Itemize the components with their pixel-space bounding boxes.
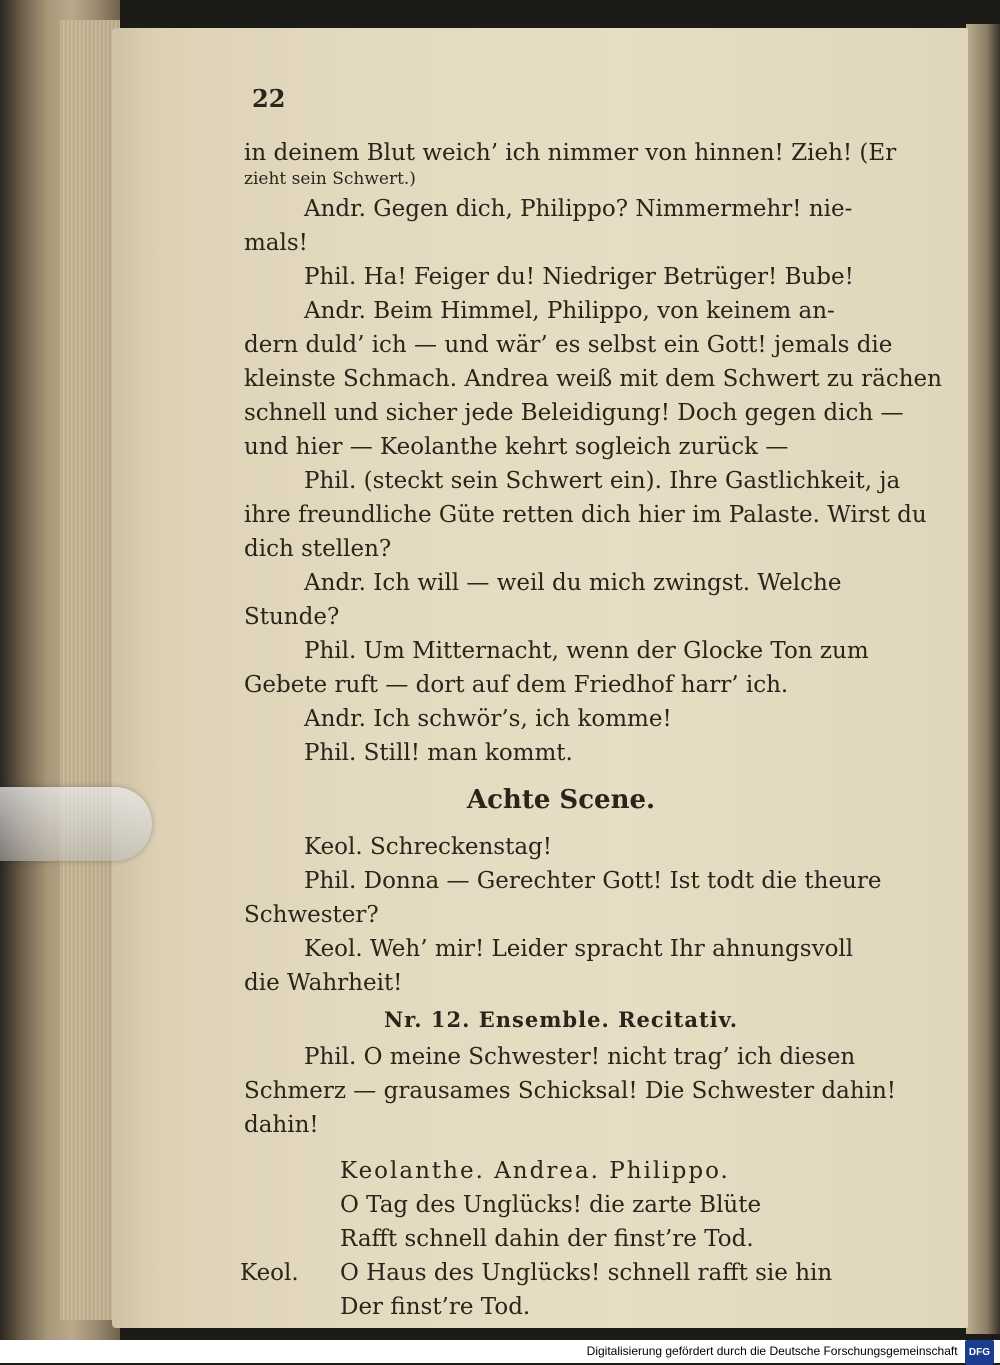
page-text <box>240 136 942 1324</box>
scene-heading: Achte Scene. <box>466 785 656 815</box>
text-line: und hier — Keolanthe kehrt sogleich zurück — <box>244 434 789 460</box>
text-line: in deinem Blut weich’ ich nimmer von hinnen! Zieh! (Er <box>244 140 897 166</box>
song-line: O Tag des Unglücks! die zarte Blüte <box>340 1192 762 1218</box>
text-line: Phil. Um Mitternacht, wenn der Glocke Ton zum <box>304 638 869 664</box>
text-line: Phil. O meine Schwester! nicht trag’ ich diesen <box>304 1044 856 1070</box>
footer-bar <box>0 1340 1000 1363</box>
dfg-logo: DFG <box>965 1340 994 1365</box>
text-line: Phil. Still! man kommt. <box>304 740 573 766</box>
text-line: Keol. Schreckenstag! <box>304 834 553 860</box>
page-number: 22 <box>252 84 286 113</box>
text-line: die Wahrheit! <box>244 970 403 996</box>
song-line <box>240 1256 878 1290</box>
text-line: dahin! <box>244 1112 319 1138</box>
text-line: Phil. Ha! Feiger du! Niedriger Betrüger! Bube! <box>304 264 854 290</box>
song-text: O Haus des Unglücks! schnell rafft sie hin <box>340 1260 833 1286</box>
text-line: schnell und sicher jede Beleidigung! Doch gegen dich — <box>244 400 904 426</box>
text-line: ihre freundliche Güte retten dich hier im Palaste. Wirst du <box>244 502 927 528</box>
text-line: Phil. Donna — Gerechter Gott! Ist todt die theure <box>304 868 882 894</box>
text-line: zieht sein Schwert.) <box>244 169 416 189</box>
text-line: dern duld’ ich — und wär’ es selbst ein Gott! jemals die <box>244 332 893 358</box>
text-line: Keol. Weh’ mir! Leider spracht Ihr ahnungsvoll <box>304 936 854 962</box>
text-line: Stunde? <box>244 604 340 630</box>
footer-text: Digitalisierung gefördert durch die Deutsche Forschungsgemeinschaft <box>586 1344 958 1358</box>
text-line: Andr. Ich will — weil du mich zwingst. Welche <box>304 570 842 596</box>
keol-label: Keol. <box>240 1260 299 1286</box>
song-line: Rafft schnell dahin der finst’re Tod. <box>340 1226 754 1252</box>
text-line: kleinste Schmach. Andrea weiß mit dem Schwert zu rächen <box>244 366 942 392</box>
text-line: mals! <box>244 230 308 256</box>
text-line: Andr. Gegen dich, Philippo? Nimmermehr! nie- <box>304 196 853 222</box>
dialogue-block-2 <box>244 830 882 1000</box>
page-stack <box>60 20 120 1320</box>
text-line: Schwester? <box>244 902 379 928</box>
dialogue-block-1 <box>244 136 942 770</box>
text-line: Phil. (steckt sein Schwert ein). Ihre Gastlichkeit, ja <box>304 468 901 494</box>
dialogue-block-3 <box>244 1040 897 1142</box>
text-line: Andr. Ich schwör’s, ich komme! <box>304 706 672 732</box>
text-line: Andr. Beim Himmel, Philippo, von keinem an- <box>304 298 835 324</box>
facing-page-edge <box>966 24 1000 1334</box>
number-heading: Nr. 12. Ensemble. Recitativ. <box>383 1007 739 1032</box>
text-line: Gebete ruft — dort auf dem Friedhof harr’ ich. <box>244 672 789 698</box>
song-line: Der finst’re Tod. <box>340 1294 531 1320</box>
text-line: Schmerz — grausames Schicksal! Die Schwester dahin! <box>244 1078 897 1104</box>
text-line: dich stellen? <box>244 536 392 562</box>
page-clip <box>0 787 152 861</box>
cast-line: Keolanthe. Andrea. Philippo. <box>340 1158 730 1184</box>
